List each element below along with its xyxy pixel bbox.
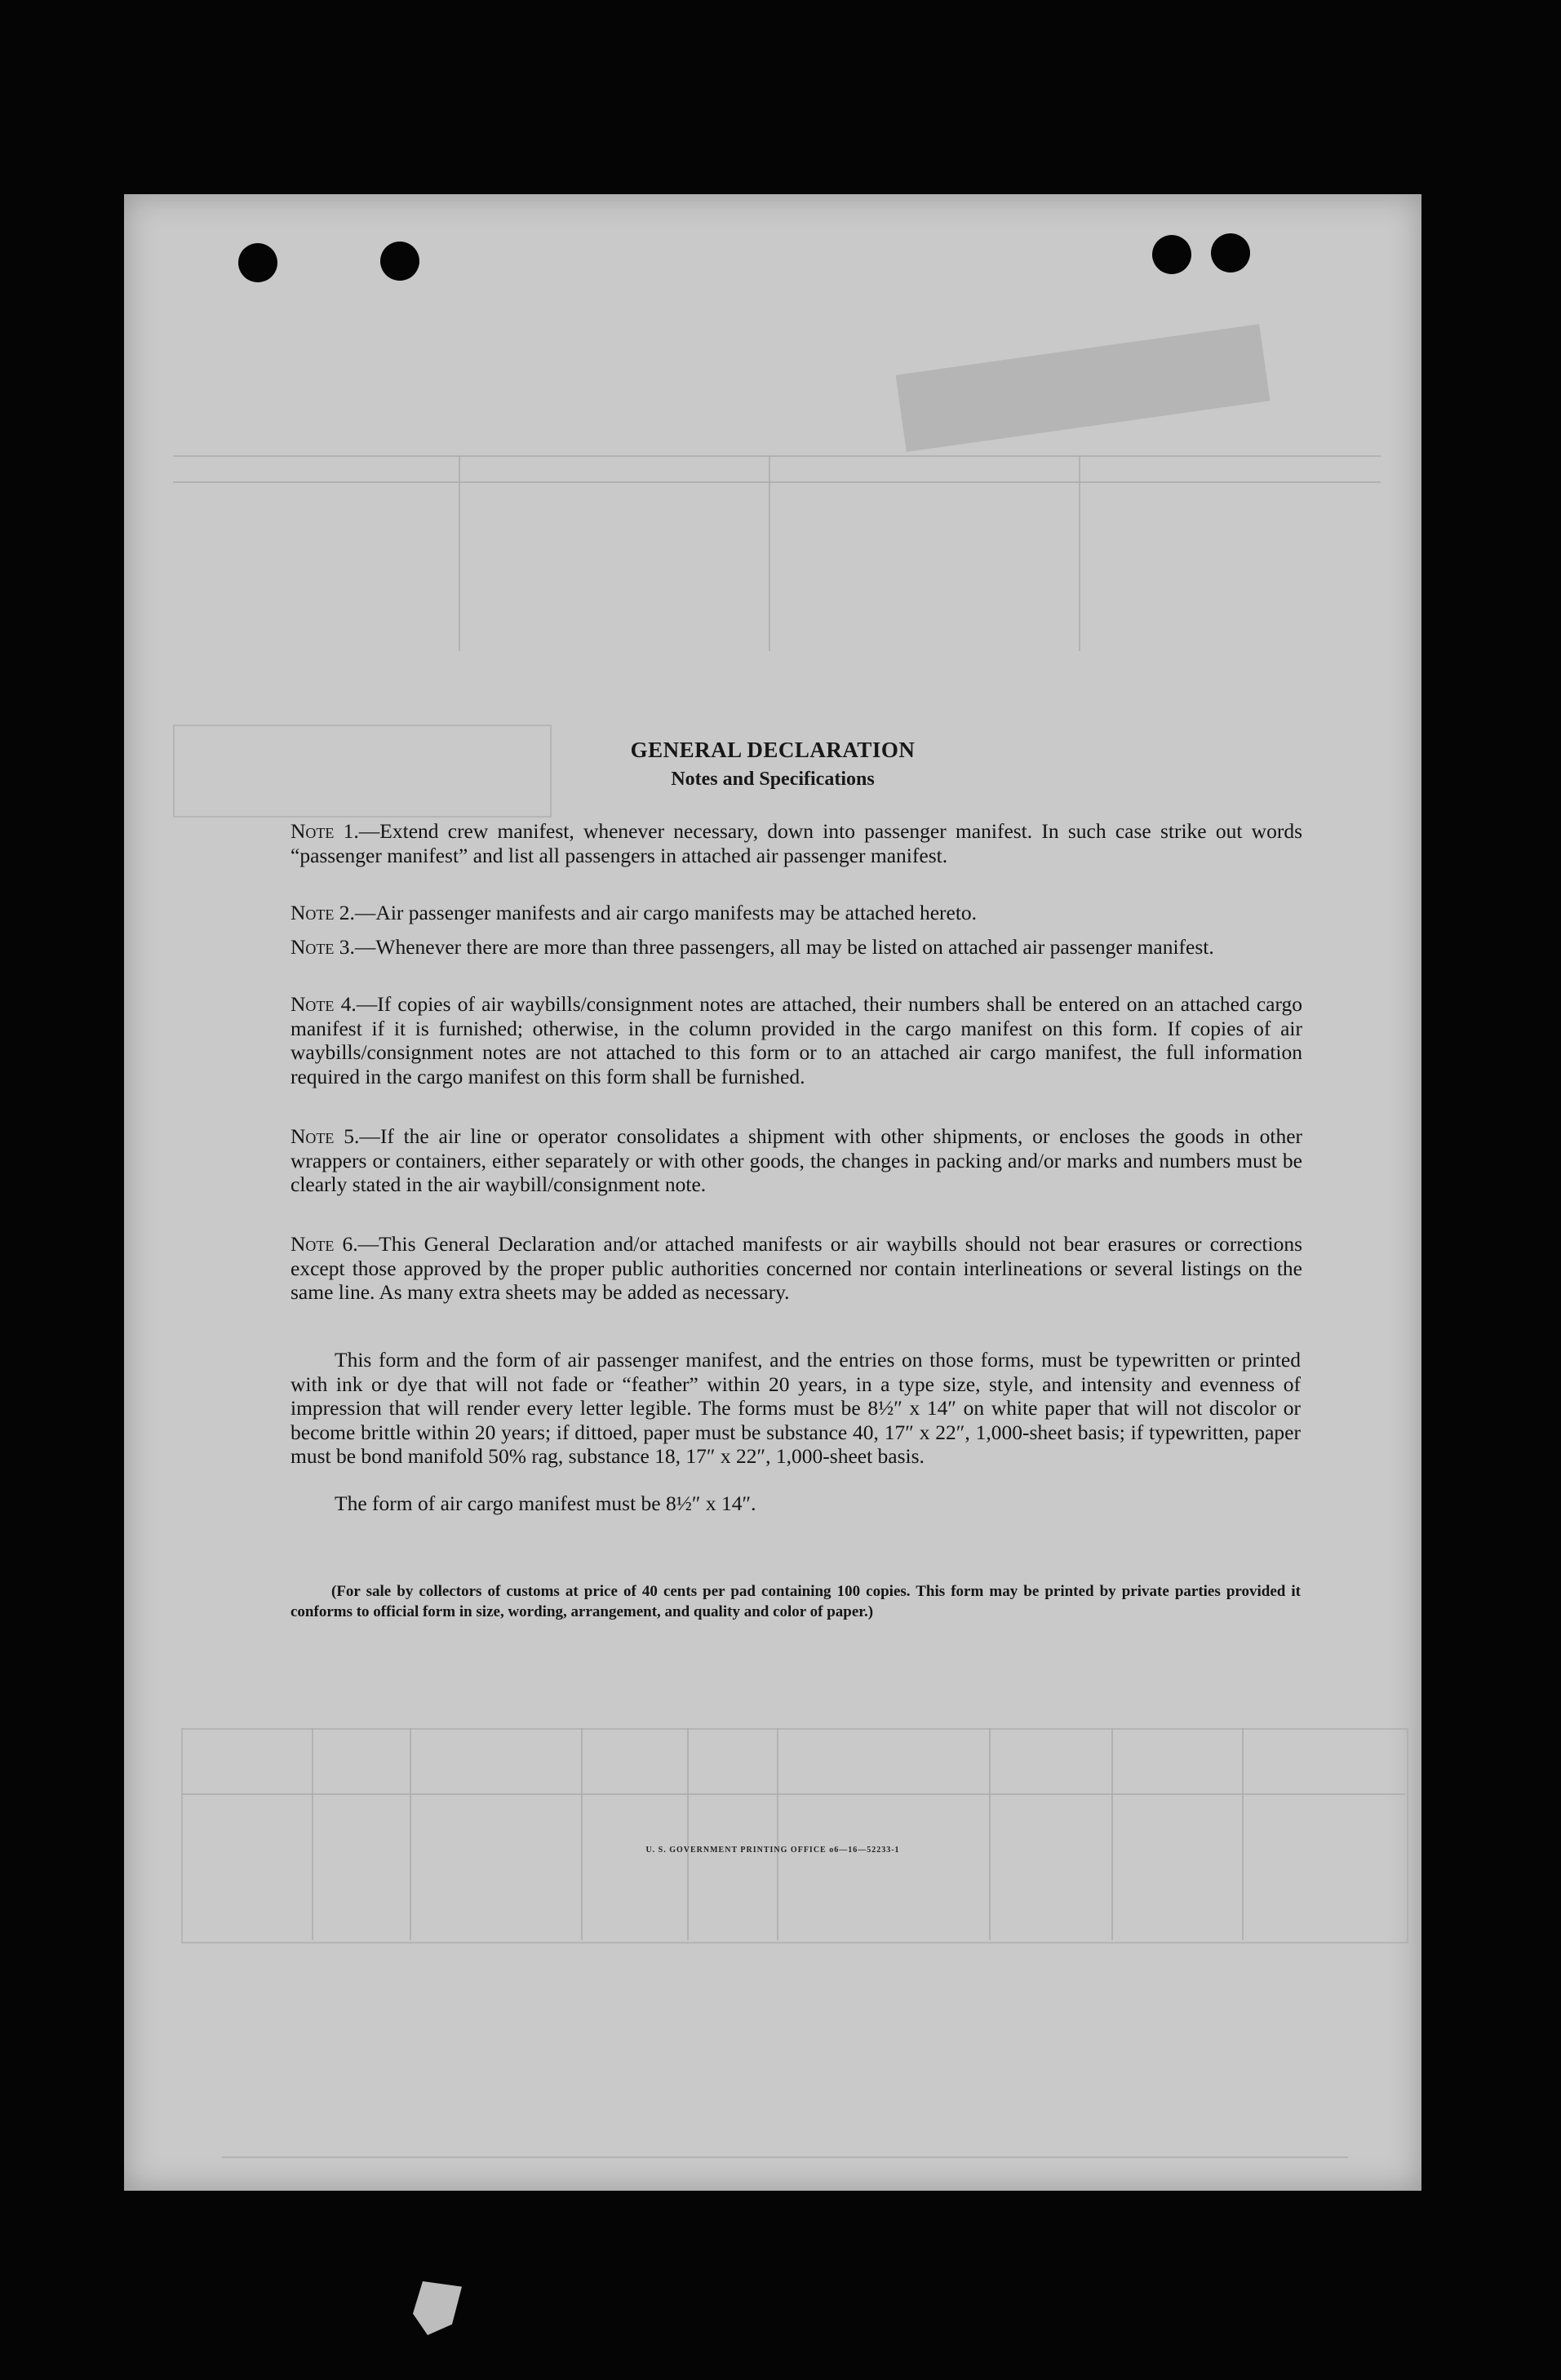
note-text: —If the air line or operator consolidates a shipment with other shipments, or encloses the goods in other wrappers or containers, either separately or with other goods, the changes in packing and/or marks and numbers must be clearly stated in the air waybill/consignment note. [290,1124,1303,1196]
punch-hole [380,242,419,281]
bleed-through-rule [312,1728,313,1940]
bleed-through-rule [222,2156,1348,2158]
bleed-through-rule [777,1728,778,1940]
note-text: —This General Declaration and/or attached manifests or air waybills should not bear erasures or corrections except those approved by the proper public authorities concerned nor contain interlineations or several listings on the same line. As many extra sheets may be added as necessary. [290,1232,1302,1304]
paper-scrap [413,2281,462,2335]
bleed-through-rule [173,455,1381,457]
form-sheet [124,194,1421,2191]
note-text: —Whenever there are more than three passengers, all may be listed on attached air passenger manifest. [354,935,1214,959]
bleed-through-rule [769,455,770,651]
bleed-through-rule [459,455,460,651]
punch-hole [1152,235,1191,274]
note-label: Note 4. [290,992,357,1016]
specification-paragraph: This form and the form of air passenger manifest, and the entries on those forms, must be typewritten or printed with ink or dye that will not fade or “feather” within 20 years, in a type size, style, and intensity and evenness of impression that will render every letter legible. The forms must be 8½″ x 14″ on white paper that will not discolor or become brittle within 20 years; if dittoed, paper must be substance 40, 17″ x 22″, 1,000-sheet basis; if typewritten, paper must be bond manifold 50% rag, substance 18, 17″ x 22″, 1,000-sheet basis. [290,1348,1301,1468]
note-text: —Air passenger manifests and air cargo manifests may be attached hereto. [354,901,978,924]
note-6 [290,1232,1302,1330]
note-3 [290,935,1302,984]
bleed-through-rule [1242,1728,1244,1940]
note-label: Note 6. [290,1232,358,1256]
bleed-through-rule [581,1728,583,1940]
bleed-through-box [181,1728,1408,1943]
bleed-through-stamp [896,324,1271,452]
document-title: GENERAL DECLARATION [630,738,916,762]
note-5 [290,1124,1302,1222]
bleed-through-rule [410,1728,411,1940]
note-text: —Extend crew manifest, whenever necessary, down into passenger manifest. In such case strike out words “passenger manifest” and list all passengers in attached air passenger manifest. [290,819,1303,867]
note-label: Note 1. [290,819,359,843]
note-2 [290,901,1302,925]
printer-line: U. S. GOVERNMENT PRINTING OFFICE o6—16—52233-1 [645,1846,900,1855]
punch-hole [1211,233,1250,273]
sale-notice: (For sale by collectors of customs at price of 40 cents per pad containing 100 copies. This form may be printed by private parties provided it conforms to official form in size, wording, arrangement, and quality and color of paper.) [290,1583,1301,1620]
bleed-through-rule [1111,1728,1113,1940]
punch-hole [238,243,277,282]
cargo-manifest-size-line: The form of air cargo manifest must be 8½″ x 14″. [335,1491,756,1515]
bleed-through-rule [1079,455,1080,651]
document-subtitle: Notes and Specifications [671,769,875,790]
note-4 [290,992,1302,1115]
bleed-through-rule [687,1728,689,1940]
note-text: —If copies of air waybills/consignment notes are attached, their numbers shall be entered on an attached cargo manifest if it is furnished; otherwise, in the column provided in the cargo manifest on this form. If copies of air waybills/consignment notes are not attached to this form or to an attached air cargo manifest, the full information required in the cargo manifest on this form shall be furnished. [290,992,1302,1088]
bleed-through-rule [989,1728,991,1940]
bleed-through-rule [181,1793,1405,1795]
bleed-through-rule [173,481,1381,483]
note-1 [290,819,1302,893]
note-label: Note 5. [290,1124,360,1148]
note-label: Note 2. [290,901,355,924]
note-label: Note 3. [290,935,355,959]
